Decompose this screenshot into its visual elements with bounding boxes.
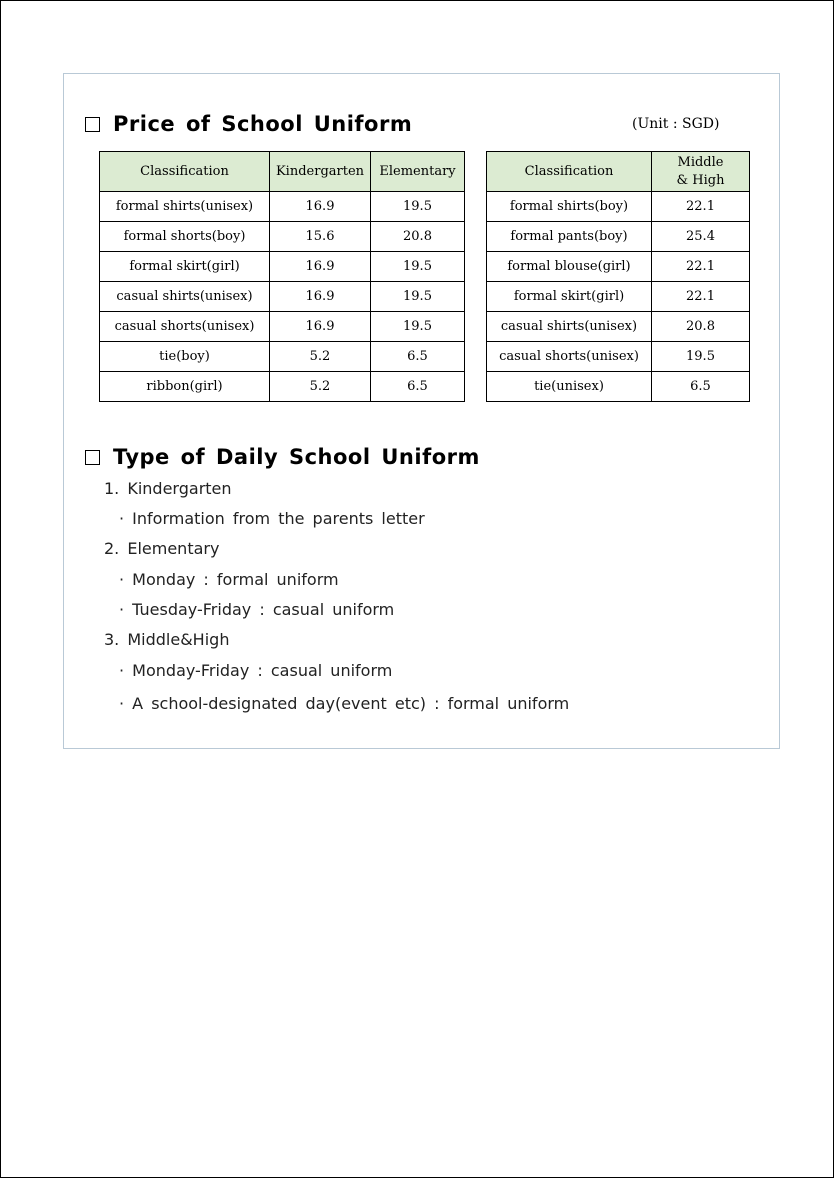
header-elementary: Elementary: [371, 152, 465, 192]
header-middle-high: [652, 152, 750, 192]
price-cell: 25.4: [652, 222, 750, 252]
price-table-kindergarten-elementary: [99, 151, 465, 402]
table-row: [487, 192, 750, 222]
price-cell: 16.9: [270, 312, 371, 342]
type-title-text: Type of Daily School Uniform: [113, 445, 480, 469]
content-panel: [63, 73, 780, 749]
price-cell: 20.8: [652, 312, 750, 342]
list-item: · Monday : formal uniform: [119, 570, 339, 589]
table-row: [100, 312, 465, 342]
table-row: [487, 282, 750, 312]
item-cell: casual shirts(unisex): [100, 282, 270, 312]
item-cell: formal skirt(girl): [487, 282, 652, 312]
table-row: [100, 282, 465, 312]
price-cell: 19.5: [371, 192, 465, 222]
list-heading-kindergarten: 1. Kindergarten: [104, 479, 232, 498]
price-cell: 19.5: [371, 312, 465, 342]
header-high-line: & High: [676, 172, 725, 188]
price-cell: 19.5: [652, 342, 750, 372]
header-classification: Classification: [487, 152, 652, 192]
table-row: [100, 192, 465, 222]
table-header-row: [100, 152, 465, 192]
item-cell: formal shorts(boy): [100, 222, 270, 252]
item-cell: casual shorts(unisex): [487, 342, 652, 372]
item-cell: formal shirts(unisex): [100, 192, 270, 222]
unit-label: (Unit : SGD): [632, 116, 720, 132]
price-table-middle-high: [486, 151, 750, 402]
item-cell: formal pants(boy): [487, 222, 652, 252]
item-cell: tie(boy): [100, 342, 270, 372]
item-cell: casual shirts(unisex): [487, 312, 652, 342]
list-heading-middle-high: 3. Middle&High: [104, 630, 230, 649]
item-cell: tie(unisex): [487, 372, 652, 402]
table-row: [100, 342, 465, 372]
table-row: [487, 222, 750, 252]
price-cell: 15.6: [270, 222, 371, 252]
price-cell: 22.1: [652, 282, 750, 312]
price-cell: 6.5: [652, 372, 750, 402]
price-cell: 5.2: [270, 342, 371, 372]
price-title-text: Price of School Uniform: [113, 112, 413, 136]
price-section-title: [85, 112, 412, 136]
list-heading-elementary: 2. Elementary: [104, 539, 220, 558]
header-kindergarten: Kindergarten: [270, 152, 371, 192]
item-cell: ribbon(girl): [100, 372, 270, 402]
header-classification: Classification: [100, 152, 270, 192]
price-cell: 19.5: [371, 282, 465, 312]
price-cell: 20.8: [371, 222, 465, 252]
price-cell: 19.5: [371, 252, 465, 282]
price-cell: 16.9: [270, 252, 371, 282]
price-cell: 5.2: [270, 372, 371, 402]
table-row: [100, 372, 465, 402]
table-header-row: [487, 152, 750, 192]
type-section-title: [85, 445, 480, 469]
price-cell: 22.1: [652, 192, 750, 222]
checkbox-icon: [85, 117, 100, 132]
table-row: [487, 252, 750, 282]
item-cell: formal blouse(girl): [487, 252, 652, 282]
table-row: [100, 252, 465, 282]
table-row: [487, 342, 750, 372]
item-cell: casual shorts(unisex): [100, 312, 270, 342]
price-cell: 6.5: [371, 342, 465, 372]
list-item: · A school-designated day(event etc) : formal uniform: [119, 694, 570, 713]
item-cell: formal shirts(boy): [487, 192, 652, 222]
header-middle-line: Middle: [677, 154, 724, 170]
list-item: · Information from the parents letter: [119, 509, 425, 528]
price-cell: 6.5: [371, 372, 465, 402]
table-row: [487, 372, 750, 402]
list-item: · Monday-Friday : casual uniform: [119, 661, 393, 680]
price-cell: 16.9: [270, 282, 371, 312]
list-item: · Tuesday-Friday : casual uniform: [119, 600, 395, 619]
price-cell: 16.9: [270, 192, 371, 222]
table-row: [100, 222, 465, 252]
price-cell: 22.1: [652, 252, 750, 282]
table-row: [487, 312, 750, 342]
item-cell: formal skirt(girl): [100, 252, 270, 282]
checkbox-icon: [85, 450, 100, 465]
